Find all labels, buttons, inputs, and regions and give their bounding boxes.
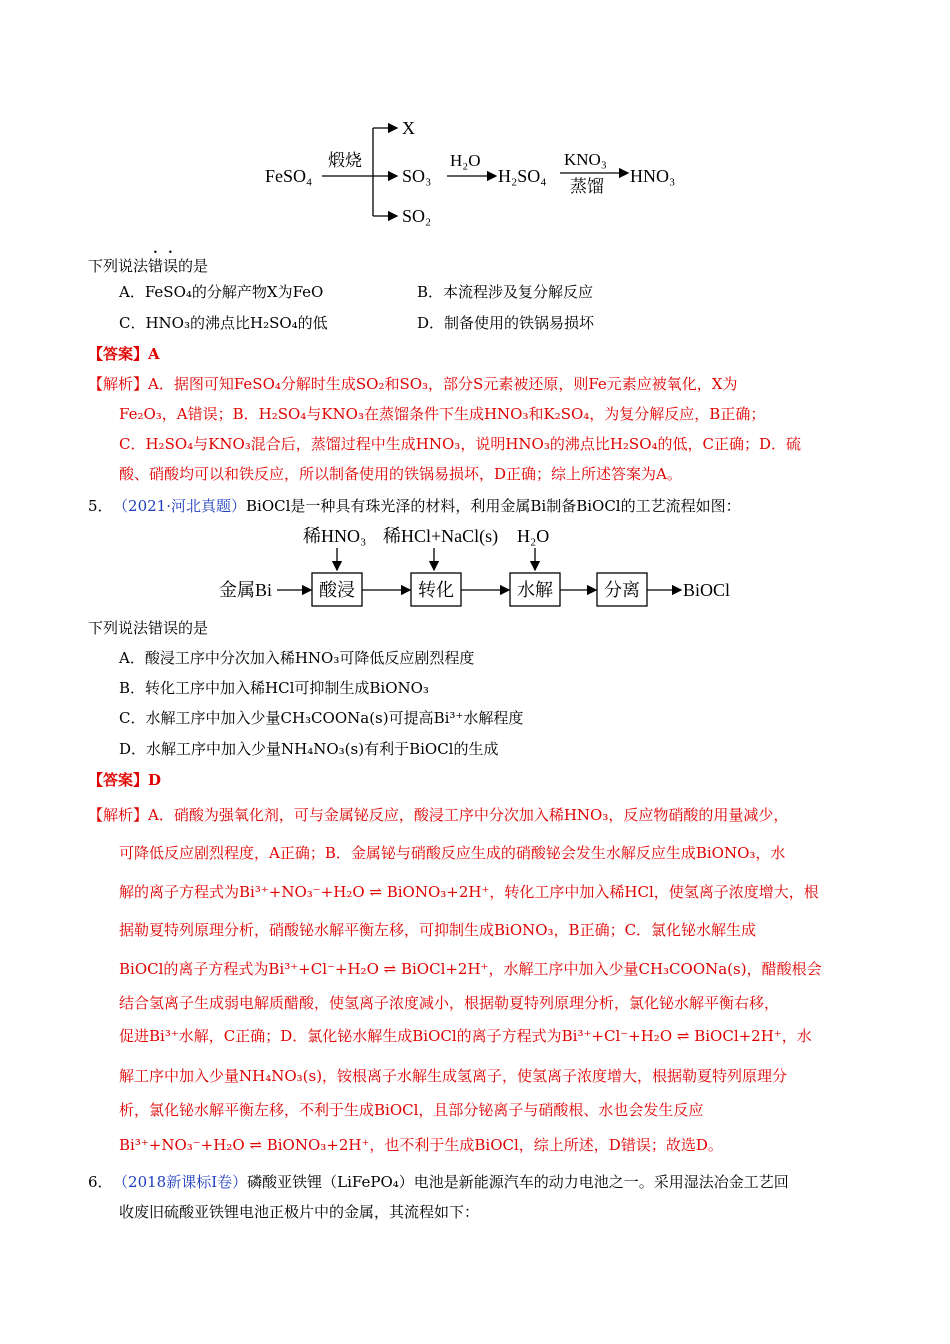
q4-analysis-line: 【解析】A．据图可知FeSO₄分解时生成SO₂和SO₃，部分S元素被还原，则Fe元素应被氧化，X为 bbox=[88, 375, 738, 393]
q5-step1: 酸浸 bbox=[319, 580, 355, 600]
q5-prompt: 下列说法错误的是 bbox=[88, 619, 209, 637]
q5-analysis-line: 可降低反应剧烈程度，A正确；B．金属铋与硝酸反应生成的硝酸铋会发生水解反应生成BiONO₃，水 bbox=[119, 844, 786, 862]
q5-flow-diagram bbox=[215, 520, 755, 610]
q5-analysis-line: 据勒夏特列原理分析，硝酸铋水解平衡左移，可抑制生成BiONO₃，B正确；C．氯化铋水解生成 bbox=[119, 921, 757, 939]
q4-analysis-line: 酸、硝酸均可以和铁反应，所以制备使用的铁锅易损坏，D正确；综上所述答案为A。 bbox=[119, 465, 682, 483]
q6-stem-line2: 收废旧硫酸亚铁锂电池正极片中的金属，其流程如下： bbox=[119, 1203, 480, 1221]
q5-number: 5． bbox=[88, 497, 113, 515]
q4-option-a: A．FeSO₄的分解产物X为FeO bbox=[119, 283, 324, 301]
q5-analysis-line: 解的离子方程式为Bi³⁺+NO₃⁻+H₂O ⇌ BiONO₃+2H⁺，转化工序中加入稀HCl，使氢离子浓度增大，根 bbox=[119, 883, 819, 901]
q5-analysis-line: 解工序中加入少量NH₄NO₃(s)，铵根离子水解生成氢离子，使氢离子浓度增大，根据勒夏特列原理分 bbox=[119, 1067, 788, 1085]
q5-option-d: D．水解工序中加入少量NH₄NO₃(s)有利于BiOCl的生成 bbox=[119, 740, 499, 758]
q5-source: （2021·河北真题） bbox=[120, 497, 246, 515]
q5-analysis-line: Bi³⁺+NO₃⁻+H₂O ⇌ BiONO₃+2H⁺，也不利于生成BiOCl，综上所述，D错误；故选D。 bbox=[119, 1136, 723, 1154]
q4-prompt-emphasis: 错误 bbox=[148, 257, 179, 275]
q6-stem bbox=[88, 1172, 789, 1192]
q4-kno3: KNO₃ bbox=[564, 150, 607, 169]
q4-prompt: 下列说法错误的是 bbox=[88, 257, 209, 275]
q4-distill: 蒸馏 bbox=[570, 177, 604, 196]
q6-stem-text: 磷酸亚铁锂（LiFePO₄）电池是新能源汽车的动力电池之一。采用湿法冶金工艺回 bbox=[247, 1173, 789, 1191]
q4-out-so2: SO₂ bbox=[402, 206, 432, 226]
q4-answer: 【答案】A bbox=[88, 345, 160, 363]
q6-source: （2018新课标Ⅰ卷） bbox=[120, 1173, 248, 1191]
q5-analysis-line: BiOCl的离子方程式为Bi³⁺+Cl⁻+H₂O ⇌ BiOCl+2H⁺，水解工序中加入少量CH₃COONa(s)，醋酸根会 bbox=[119, 960, 822, 978]
q4-step1: 煅烧 bbox=[328, 151, 362, 170]
q5-option-a: A．酸浸工序中分次加入稀HNO₃可降低反应剧烈程度 bbox=[119, 649, 475, 667]
q6-number: 6． bbox=[88, 1173, 113, 1191]
q5-reagent3: H₂O bbox=[517, 526, 550, 546]
q5-analysis-line: 析，氯化铋水解平衡左移，不利于生成BiOCl，且部分铋离子与硝酸根、水也会发生反应 bbox=[119, 1101, 704, 1119]
q4-option-c: C．HNO₃的沸点比H₂SO₄的低 bbox=[119, 314, 328, 332]
q4-start: FeSO₄ bbox=[265, 166, 313, 186]
q5-step2: 转化 bbox=[418, 580, 454, 600]
q5-answer: 【答案】D bbox=[88, 771, 162, 789]
q5-analysis-line: 促进Bi³⁺水解，C正确；D．氯化铋水解生成BiOCl的离子方程式为Bi³⁺+Cl⁻+H₂O ⇌ BiOCl+2H⁺，水 bbox=[119, 1027, 812, 1045]
q4-analysis-line: C．H₂SO₄与KNO₃混合后，蒸馏过程中生成HNO₃，说明HNO₃的沸点比H₂SO₄的低，C正确；D．硫 bbox=[119, 435, 802, 453]
q4-option-b: B．本流程涉及复分解反应 bbox=[417, 283, 594, 301]
q4-water: H₂O bbox=[450, 151, 481, 170]
q5-output: BiOCl bbox=[683, 580, 731, 600]
q4-out-so3: SO₃ bbox=[402, 166, 432, 186]
q5-stem bbox=[88, 496, 741, 516]
q4-out-x: X bbox=[402, 118, 415, 138]
q4-flow-diagram bbox=[260, 115, 700, 235]
q5-option-b: B．转化工序中加入稀HCl可抑制生成BiONO₃ bbox=[119, 679, 429, 697]
q4-option-d: D．制备使用的铁锅易损坏 bbox=[417, 314, 595, 332]
q4-h2so4: H₂SO₄ bbox=[498, 166, 547, 186]
q4-hno3: HNO₃ bbox=[630, 166, 676, 186]
q5-stem-text: BiOCl是一种具有珠光泽的材料，利用金属Bi制备BiOCl的工艺流程如图： bbox=[246, 497, 741, 515]
q5-analysis-line: 【解析】A．硝酸为强氧化剂，可与金属铋反应，酸浸工序中分次加入稀HNO₃，反应物硝酸的用量减少， bbox=[88, 806, 789, 824]
q5-analysis-line: 结合氢离子生成弱电解质醋酸，使氢离子浓度减小，根据勒夏特列原理分析，氯化铋水解平衡右移， bbox=[119, 994, 780, 1012]
q5-reagent2: 稀HCl+NaCl(s) bbox=[383, 526, 499, 546]
q5-input: 金属Bi bbox=[219, 580, 273, 600]
q4-analysis-line: Fe₂O₃，A错误；B．H₂SO₄与KNO₃在蒸馏条件下生成HNO₃和K₂SO₄，为复分解反应，B正确； bbox=[119, 405, 766, 423]
q5-step4: 分离 bbox=[604, 580, 640, 600]
q5-option-c: C．水解工序中加入少量CH₃COONa(s)可提高Bi³⁺水解程度 bbox=[119, 709, 524, 727]
q5-step3: 水解 bbox=[517, 580, 553, 600]
q5-reagent1: 稀HNO₃ bbox=[303, 526, 367, 546]
